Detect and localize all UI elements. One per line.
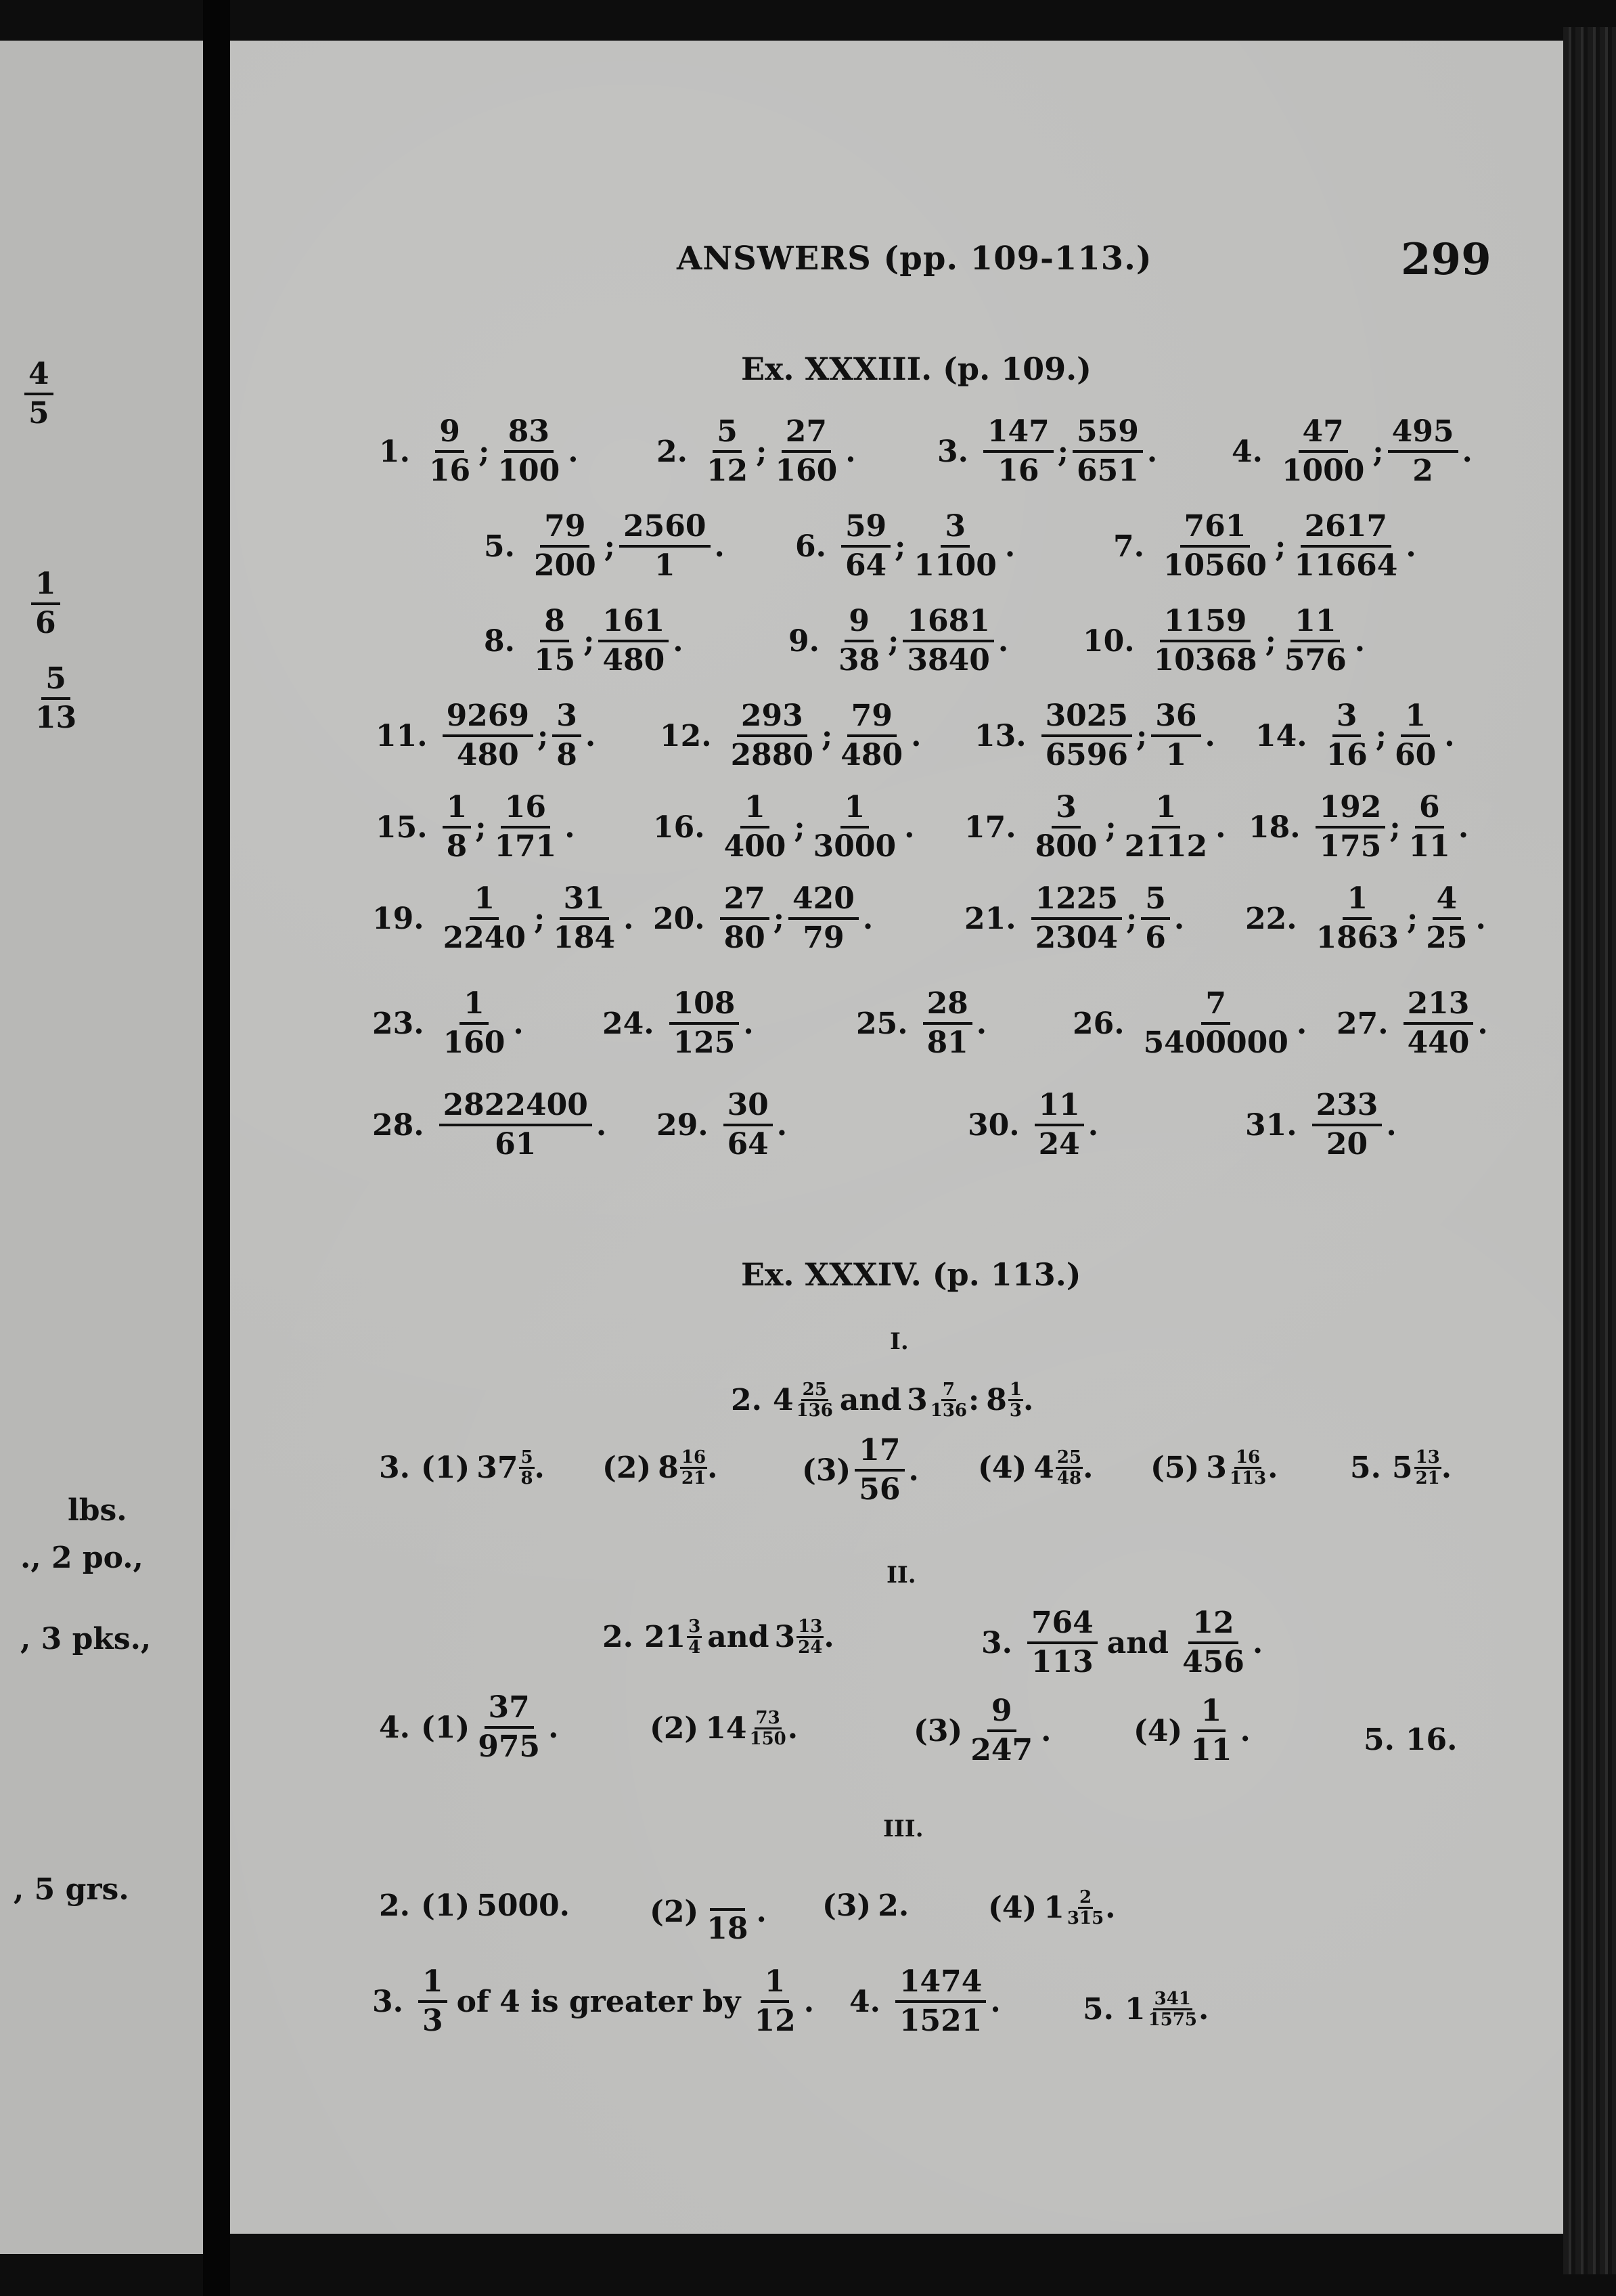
answer-item: 29. $\frac{30}{64}$ .: [656, 1088, 788, 1162]
answer-item: 5. $\frac{79}{200}$ ; $\frac{2560}{1}$ .: [484, 509, 725, 583]
answer-item: (4) $\frac{1}{11}$ .: [1134, 1694, 1251, 1768]
answer-item: 9. $\frac{9}{38}$ ; $\frac{1681}{3840}$ .: [788, 604, 1009, 678]
section-label: II.: [886, 1562, 916, 1589]
answer-item: 15. $\frac{1}{8}$ ; $\frac{16}{171}$ .: [376, 790, 575, 864]
answer-row: 2. 4 25 136 and 3 7 136 : 8 1 3 .: [731, 1379, 1034, 1421]
answer-item: 11. $\frac{9269}{480}$ ; $\frac{3}{8}$ .: [376, 699, 596, 773]
answer-item: 16. $\frac{1}{400}$ ; $\frac{1}{3000}$ .: [653, 790, 915, 864]
answer-item: 22. $\frac{1}{1863}$ ; $\frac{4}{25}$ .: [1245, 881, 1486, 956]
answer-item: 5. 1 341 1575 .: [1083, 1989, 1209, 2030]
answer-item: (3) $\frac{9}{247}$ .: [914, 1694, 1052, 1768]
answer-item: 14. $\frac{3}{16}$ ; $\frac{1}{60}$ .: [1255, 699, 1455, 773]
section-label: I.: [890, 1328, 909, 1355]
answer-item: 24. $\frac{108}{125}$ .: [602, 986, 754, 1061]
answer-item: 6. $\frac{59}{64}$ ; $\frac{3}{1100}$ .: [795, 509, 1016, 583]
answer-item: 18. $\frac{192}{175}$ ; $\frac{6}{11}$ .: [1249, 790, 1469, 864]
answer-item: (3) 2.: [822, 1889, 910, 1923]
left-fragment-text: , 3 pks.,: [20, 1622, 152, 1656]
running-header: ANSWERS (pp. 109-113.): [677, 240, 1152, 278]
book-spine: [203, 0, 230, 2296]
answer-item: 31. $\frac{233}{20}$ .: [1245, 1088, 1397, 1162]
answer-item: 7. $\frac{761}{10560}$ ; $\frac{2617}{11664}$ .: [1113, 509, 1416, 583]
answer-item: 2. $\frac{5}{12}$ ; $\frac{27}{160}$ .: [656, 414, 856, 489]
answer-item: 17. $\frac{3}{800}$ ; $\frac{1}{2112}$ .: [964, 790, 1226, 864]
answer-item: 25. $\frac{28}{81}$ .: [856, 986, 987, 1061]
answer-item: 5. 16.: [1364, 1723, 1458, 1757]
answer-item: 10. $\frac{1159}{10368}$ ; $\frac{11}{576}$ .: [1083, 604, 1366, 678]
answer-row: 3. $\frac{764}{113}$ and $\frac{12}{456}$ .: [981, 1606, 1263, 1680]
answer-item: (5) 3 16 113 .: [1150, 1447, 1278, 1488]
left-fragment-text: , 5 grs.: [14, 1872, 129, 1907]
answer-item: 12. $\frac{293}{2880}$ ; $\frac{79}{480}$ .: [660, 699, 922, 773]
section-label: III.: [883, 1815, 924, 1842]
page-edges: [1563, 27, 1616, 2274]
answer-item: (2) 14 73 150 .: [650, 1708, 799, 1749]
left-fragment-text: lbs.: [68, 1493, 127, 1528]
exercise-heading: Ex. XXXIII. (p. 109.): [741, 351, 1092, 387]
answer-row: 2. 21 3 4 and 3 13 24 .: [602, 1616, 834, 1658]
answer-item: 21. $\frac{1225}{2304}$ ; $\frac{5}{6}$ .: [964, 881, 1185, 956]
answer-item: 23. $\frac{1}{160}$ .: [372, 986, 524, 1061]
left-fragment-fraction: $\frac{4}{5}$: [20, 359, 58, 429]
answer-item: 20. $\frac{27}{80}$ ; $\frac{420}{79}$ .: [653, 881, 874, 956]
answer-item: 19. $\frac{1}{2240}$ ; $\frac{31}{184}$ .: [372, 881, 634, 956]
answer-item: (2) 18 .: [650, 1878, 767, 1945]
page-number: 299: [1401, 234, 1491, 285]
answer-row: 4. (1) $\frac{37}{975}$ .: [379, 1690, 559, 1765]
left-fragment-text: ., 2 po.,: [20, 1541, 143, 1575]
answer-item: 26. $\frac{7}{5400000}$ .: [1073, 986, 1307, 1061]
answer-item: (4) 4 25 48 .: [978, 1447, 1094, 1488]
answer-item: 28. $\frac{2822400}{61}$ .: [372, 1088, 607, 1162]
answer-item: 30. $\frac{11}{24}$ .: [968, 1088, 1099, 1162]
answer-item: 4. $\frac{1474}{1521}$ .: [849, 1964, 1001, 2039]
answer-item: 5. 5 13 21 .: [1350, 1447, 1452, 1488]
answer-item: (2) 8 16 21 .: [602, 1447, 718, 1488]
left-fragment-fraction: $\frac{1}{6}$: [27, 569, 64, 639]
answer-row: 3. $\frac{1}{3}$ of 4 is greater by $\frac{1}{12}$ .: [372, 1964, 815, 2039]
answer-item: 8. $\frac{8}{15}$ ; $\frac{161}{480}$ .: [484, 604, 683, 678]
answer-item: (4) 1 2 315 .: [988, 1887, 1116, 1928]
answer-item: 3. $\frac{147}{16}$ ; $\frac{559}{651}$ .: [937, 414, 1158, 489]
answer-row: 2. (1) 5000.: [379, 1889, 570, 1923]
answer-item: 27. $\frac{213}{440}$ .: [1337, 986, 1488, 1061]
answer-item: 4. $\frac{47}{1000}$ ; $\frac{495}{2}$ .: [1232, 414, 1473, 489]
left-fragment-fraction: $\frac{5}{13}$: [35, 661, 77, 736]
answer-row: 3. (1) 37 5 8 .: [379, 1447, 545, 1488]
answer-item: (3) $\frac{17}{56}$ .: [802, 1433, 919, 1507]
answer-item: 1. $\frac{9}{16}$ ; $\frac{83}{100}$ .: [379, 414, 579, 489]
exercise-heading: Ex. XXXIV. (p. 113.): [741, 1256, 1081, 1293]
answer-item: 13. $\frac{3025}{6596}$ ; $\frac{36}{1}$ .: [974, 699, 1215, 773]
